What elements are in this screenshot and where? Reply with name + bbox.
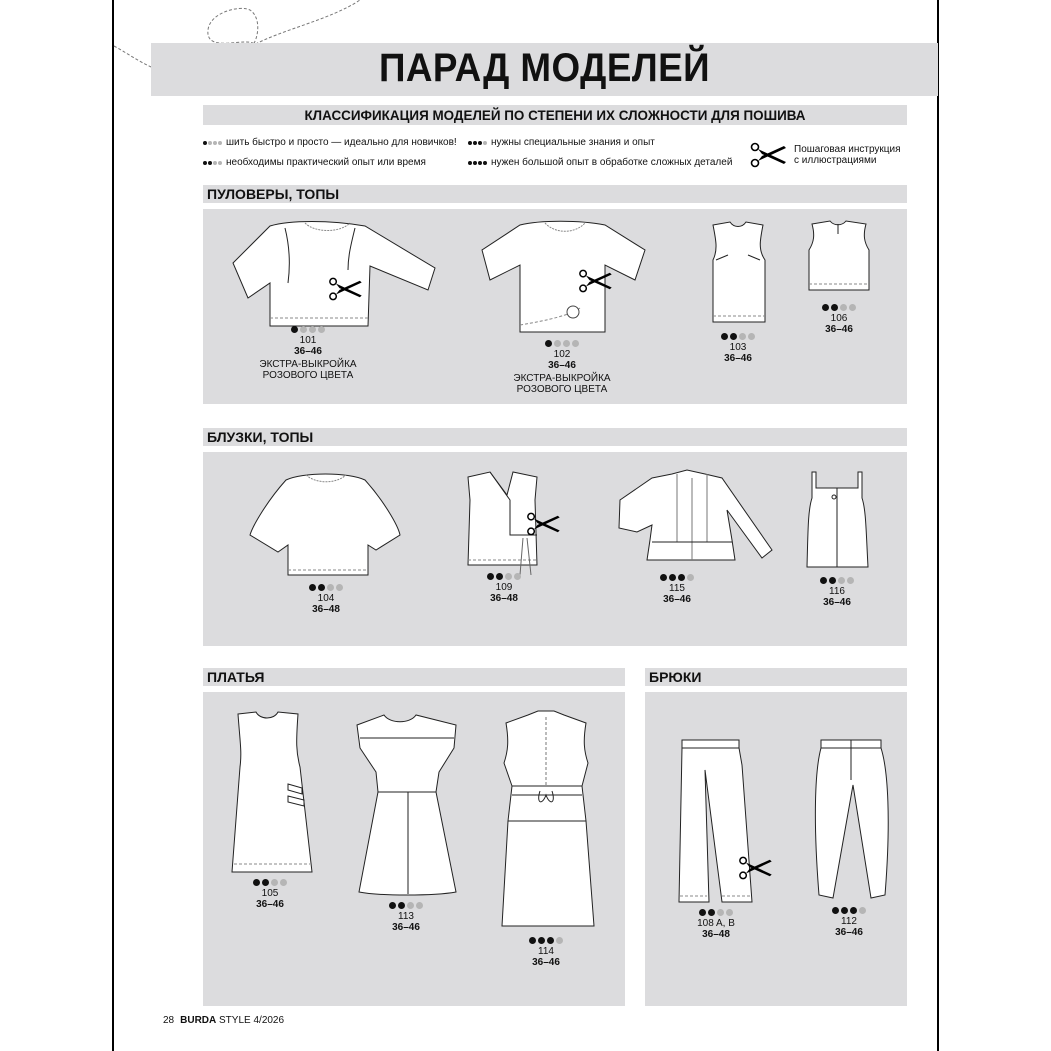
scissors-icon-109: [526, 512, 562, 536]
garment-114-drawing: [498, 711, 594, 936]
difficulty-dot: [739, 333, 746, 340]
difficulty-dot: [678, 574, 685, 581]
legend-level-4: [468, 157, 732, 168]
difficulty-dot: [699, 909, 706, 916]
difficulty-dot: [841, 907, 848, 914]
extra-pattern-note: ЭКСТРА-ВЫКРОЙКА: [259, 359, 357, 370]
subtitle-band: [203, 105, 907, 125]
model-number: 105: [261, 888, 279, 899]
page-number: 28: [163, 1015, 175, 1026]
page-subtitle: КЛАССИФИКАЦИЯ МОДЕЛЕЙ ПО СТЕПЕНИ ИХ СЛОЖНОСТИ ДЛЯ ПОШИВА: [304, 107, 806, 123]
difficulty-dot: [496, 573, 503, 580]
difficulty-dots: [291, 326, 325, 333]
scissors-legend-line2: с иллюстрациями: [794, 155, 877, 166]
difficulty-dot: [554, 340, 561, 347]
difficulty-dot: [838, 577, 845, 584]
difficulty-dot: [300, 326, 307, 333]
model-102[interactable]: [502, 340, 622, 395]
page-right-edge: [937, 0, 939, 1051]
difficulty-dots: [822, 304, 856, 311]
model-number: 102: [553, 349, 571, 360]
difficulty-dot: [859, 907, 866, 914]
magazine-brand: BURDA: [180, 1015, 217, 1026]
model-sizes: 36–46: [823, 597, 851, 608]
difficulty-dot: [529, 937, 536, 944]
difficulty-dot: [545, 340, 552, 347]
difficulty-dot: [478, 161, 482, 165]
legend-text: шить быстро и просто — идеально для новичков!: [226, 137, 457, 148]
model-116[interactable]: [807, 577, 867, 608]
section-header-pullovers: [203, 185, 907, 203]
difficulty-dot: [203, 141, 207, 145]
difficulty-dot: [213, 161, 217, 165]
model-114[interactable]: [516, 937, 576, 968]
difficulty-dots-1: [203, 141, 222, 145]
difficulty-dot: [730, 333, 737, 340]
section-header-blouses: [203, 428, 907, 446]
magazine-issue: STYLE 4/2026: [219, 1015, 285, 1026]
garment-101-drawing: [230, 218, 440, 333]
model-number: 112: [841, 916, 857, 927]
difficulty-dot: [336, 584, 343, 591]
section-title: ПЛАТЬЯ: [207, 669, 265, 685]
difficulty-dot: [483, 141, 487, 145]
model-108[interactable]: [686, 909, 746, 940]
garment-113-drawing: [354, 710, 460, 905]
difficulty-dot: [669, 574, 676, 581]
difficulty-dot: [309, 584, 316, 591]
model-115[interactable]: [647, 574, 707, 605]
difficulty-dot: [473, 161, 477, 165]
model-sizes: 36–46: [548, 360, 576, 371]
difficulty-dot: [832, 907, 839, 914]
difficulty-dot: [398, 902, 405, 909]
difficulty-dot: [218, 161, 222, 165]
page-title: ПАРАД МОДЕЛЕЙ: [378, 46, 711, 90]
difficulty-dots: [699, 909, 733, 916]
model-sizes: 36–46: [835, 927, 863, 938]
section-title: ПУЛОВЕРЫ, ТОПЫ: [207, 186, 340, 202]
difficulty-dot: [547, 937, 554, 944]
difficulty-dots: [820, 577, 854, 584]
model-113[interactable]: [376, 902, 436, 933]
model-sizes: 36–46: [724, 353, 752, 364]
difficulty-dot: [487, 573, 494, 580]
legend-level-2: [203, 157, 426, 168]
difficulty-dot: [478, 141, 482, 145]
difficulty-dot: [847, 577, 854, 584]
difficulty-dot: [726, 909, 733, 916]
model-sizes: 36–46: [532, 957, 560, 968]
model-number: 106: [830, 313, 848, 324]
section-title: БРЮКИ: [649, 669, 702, 685]
difficulty-dots: [721, 333, 755, 340]
model-number: 109: [495, 582, 513, 593]
garment-104-drawing: [248, 470, 403, 583]
garment-103-drawing: [708, 220, 768, 330]
model-number: 116: [829, 586, 845, 597]
difficulty-dot: [840, 304, 847, 311]
difficulty-dot: [213, 141, 217, 145]
difficulty-dot: [563, 340, 570, 347]
model-sizes: 36–46: [256, 899, 284, 910]
difficulty-dot: [708, 909, 715, 916]
model-sizes: 36–48: [702, 929, 730, 940]
section-header-dresses: [203, 668, 625, 686]
difficulty-dot: [483, 161, 487, 165]
scissors-icon-102: [578, 269, 614, 293]
garment-102-drawing: [480, 220, 650, 340]
difficulty-dot: [318, 584, 325, 591]
difficulty-dot: [748, 333, 755, 340]
difficulty-dot: [717, 909, 724, 916]
model-number: 108 A, B: [697, 918, 735, 929]
difficulty-dot: [468, 141, 472, 145]
garment-106-drawing: [806, 220, 872, 297]
section-title: БЛУЗКИ, ТОПЫ: [207, 429, 314, 445]
garment-108-drawing: [677, 740, 757, 910]
difficulty-dot: [203, 161, 207, 165]
difficulty-dot: [660, 574, 667, 581]
model-112[interactable]: [819, 907, 879, 938]
legend-text: нужен большой опыт в обработке сложных деталей: [491, 157, 733, 168]
model-number: 114: [538, 946, 554, 957]
difficulty-dot: [831, 304, 838, 311]
difficulty-dot: [309, 326, 316, 333]
page-footer: [163, 1015, 284, 1026]
difficulty-dots-4: [468, 161, 487, 165]
difficulty-dots-2: [203, 161, 222, 165]
model-number: 104: [317, 593, 335, 604]
difficulty-dots-3: [468, 141, 487, 145]
scissors-icon-101: [328, 277, 364, 301]
model-sizes: 36–46: [663, 594, 691, 605]
difficulty-dot: [271, 879, 278, 886]
difficulty-dot: [208, 161, 212, 165]
page-left-edge: [112, 0, 114, 1051]
model-sizes: 36–46: [294, 346, 322, 357]
difficulty-dot: [416, 902, 423, 909]
difficulty-dot: [572, 340, 579, 347]
difficulty-dot: [514, 573, 521, 580]
legend-scissors: [750, 142, 901, 168]
model-number: 113: [398, 911, 414, 922]
difficulty-dots: [487, 573, 521, 580]
title-band: [151, 43, 938, 96]
difficulty-dots: [545, 340, 579, 347]
difficulty-dots: [832, 907, 866, 914]
difficulty-dot: [849, 304, 856, 311]
model-104[interactable]: [296, 584, 356, 615]
model-number: 101: [299, 335, 317, 346]
extra-pattern-note: ЭКСТРА-ВЫКРОЙКА: [513, 373, 611, 384]
garment-116-drawing: [804, 470, 870, 575]
difficulty-dot: [505, 573, 512, 580]
legend-level-3: [468, 137, 655, 148]
difficulty-dot: [829, 577, 836, 584]
model-sizes: 36–46: [825, 324, 853, 335]
difficulty-dot: [253, 879, 260, 886]
difficulty-dot: [280, 879, 287, 886]
difficulty-dot: [208, 141, 212, 145]
difficulty-dot: [820, 577, 827, 584]
difficulty-dots: [529, 937, 563, 944]
difficulty-dot: [262, 879, 269, 886]
difficulty-dot: [291, 326, 298, 333]
difficulty-dots: [660, 574, 694, 581]
scissors-icon-108: [738, 856, 774, 880]
garment-112-drawing: [813, 740, 889, 905]
model-103[interactable]: [708, 333, 768, 364]
difficulty-dot: [556, 937, 563, 944]
model-number: 103: [729, 342, 747, 353]
model-109[interactable]: [474, 573, 534, 604]
model-sizes: 36–46: [392, 922, 420, 933]
difficulty-dots: [253, 879, 287, 886]
difficulty-dots: [309, 584, 343, 591]
difficulty-dot: [407, 902, 414, 909]
difficulty-dot: [318, 326, 325, 333]
scissors-icon: [750, 142, 788, 168]
model-sizes: 36–48: [312, 604, 340, 615]
extra-pattern-color: РОЗОВОГО ЦВЕТА: [262, 370, 354, 381]
scissors-legend-line1: Пошаговая инструкция: [794, 144, 901, 155]
difficulty-dot: [218, 141, 222, 145]
difficulty-dot: [468, 161, 472, 165]
model-number: 115: [669, 583, 685, 594]
difficulty-dot: [822, 304, 829, 311]
extra-pattern-color: РОЗОВОГО ЦВЕТА: [516, 384, 608, 395]
difficulty-dot: [473, 141, 477, 145]
legend-level-1: [203, 137, 457, 148]
garment-115-drawing: [617, 470, 777, 575]
difficulty-dot: [687, 574, 694, 581]
difficulty-dot: [327, 584, 334, 591]
legend-text: необходимы практический опыт или время: [226, 157, 426, 168]
model-101[interactable]: [248, 326, 368, 381]
section-header-trousers: [645, 668, 907, 686]
difficulty-dots: [389, 902, 423, 909]
difficulty-dot: [850, 907, 857, 914]
model-105[interactable]: [240, 879, 300, 910]
model-106[interactable]: [809, 304, 869, 335]
difficulty-dot: [389, 902, 396, 909]
garment-105-drawing: [230, 712, 314, 879]
difficulty-dot: [538, 937, 545, 944]
model-sizes: 36–48: [490, 593, 518, 604]
legend-text: нужны специальные знания и опыт: [491, 137, 655, 148]
difficulty-dot: [721, 333, 728, 340]
